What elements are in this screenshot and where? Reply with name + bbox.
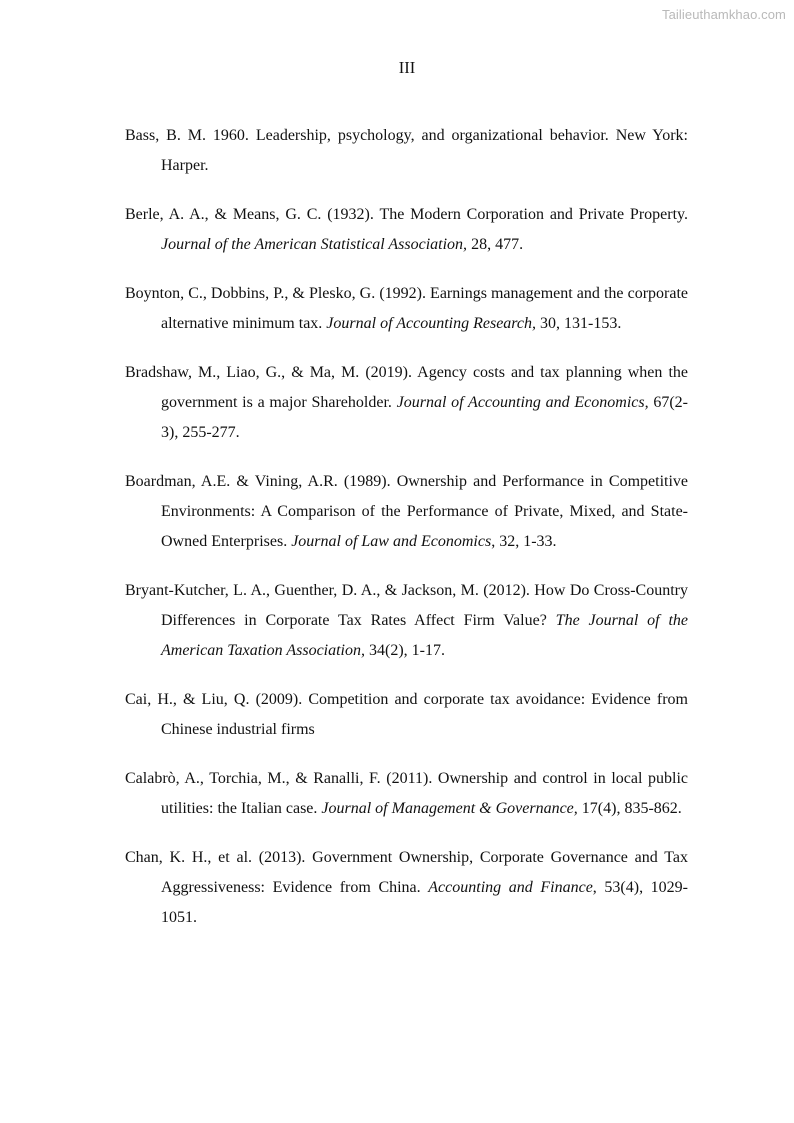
reference-entry [125, 576, 688, 666]
reference-entry [125, 685, 688, 745]
reference-text: Bradshaw, M., Liao, G., & Ma, M. (2019). Agency costs and tax planning when the government is a major Shareholder. [125, 364, 688, 411]
reference-entry [125, 358, 688, 448]
reference-text: Boardman, A.E. & Vining, A.R. (1989). Ownership and Performance in Competitive Environments: A Comparison of the Performance of Private, Mixed, and State-Owned Enterprises. [125, 473, 688, 550]
reference-journal: Journal of Law and Economics [291, 533, 492, 550]
reference-details: , 32, 1-33. [491, 533, 557, 550]
reference-journal: Accounting and Finance [428, 879, 593, 896]
reference-text: Chan, K. H., et al. (2013). Government Ownership, Corporate Governance and Tax Aggressiveness: Evidence from China. [125, 849, 688, 896]
reference-journal: Journal of Accounting and Economics, [396, 394, 649, 411]
reference-text: Cai, H., & Liu, Q. (2009). Competition and corporate tax avoidance: Evidence from Chinese industrial firms [125, 691, 688, 738]
reference-entry [125, 121, 688, 181]
reference-entry [125, 200, 688, 260]
reference-entry [125, 279, 688, 339]
reference-text: Berle, A. A., & Means, G. C. (1932). The Modern Corporation and Private Property. [125, 206, 688, 223]
reference-details: , 53(4), 1029-1051. [161, 879, 689, 926]
reference-details: 67(2-3), 255-277. [161, 394, 689, 441]
reference-text: Calabrò, A., Torchia, M., & Ranalli, F. (2011). Ownership and control in local public utilities: the Italian case. [125, 770, 688, 817]
reference-list [125, 121, 688, 952]
reference-details: 30, 131-153. [536, 315, 622, 332]
reference-entry [125, 843, 688, 933]
reference-details: 34(2), 1-17. [365, 642, 445, 659]
reference-details: 17(4), 835-862. [577, 800, 682, 817]
reference-journal: The Journal of the American Taxation Association, [161, 612, 689, 659]
watermark-text: Tailieuthamkhao.com [661, 7, 786, 22]
reference-journal: Journal of the American Statistical Association, [161, 236, 468, 253]
reference-text: Bass, B. M. 1960. Leadership, psychology, and organizational behavior. New York: Harper. [125, 127, 688, 174]
reference-entry [125, 764, 688, 824]
reference-entry [125, 467, 688, 557]
reference-journal: Journal of Accounting Research, [326, 315, 537, 332]
reference-journal: Journal of Management & Governance, [321, 800, 578, 817]
page-number: III [398, 58, 416, 77]
reference-details: 28, 477. [467, 236, 524, 253]
reference-text: Bryant-Kutcher, L. A., Guenther, D. A., & Jackson, M. (2012). How Do Cross-Country Differences in Corporate Tax Rates Affect Firm Value? [125, 582, 688, 629]
reference-text: Boynton, C., Dobbins, P., & Plesko, G. (1992). Earnings management and the corporate alternative minimum tax. [125, 285, 688, 332]
